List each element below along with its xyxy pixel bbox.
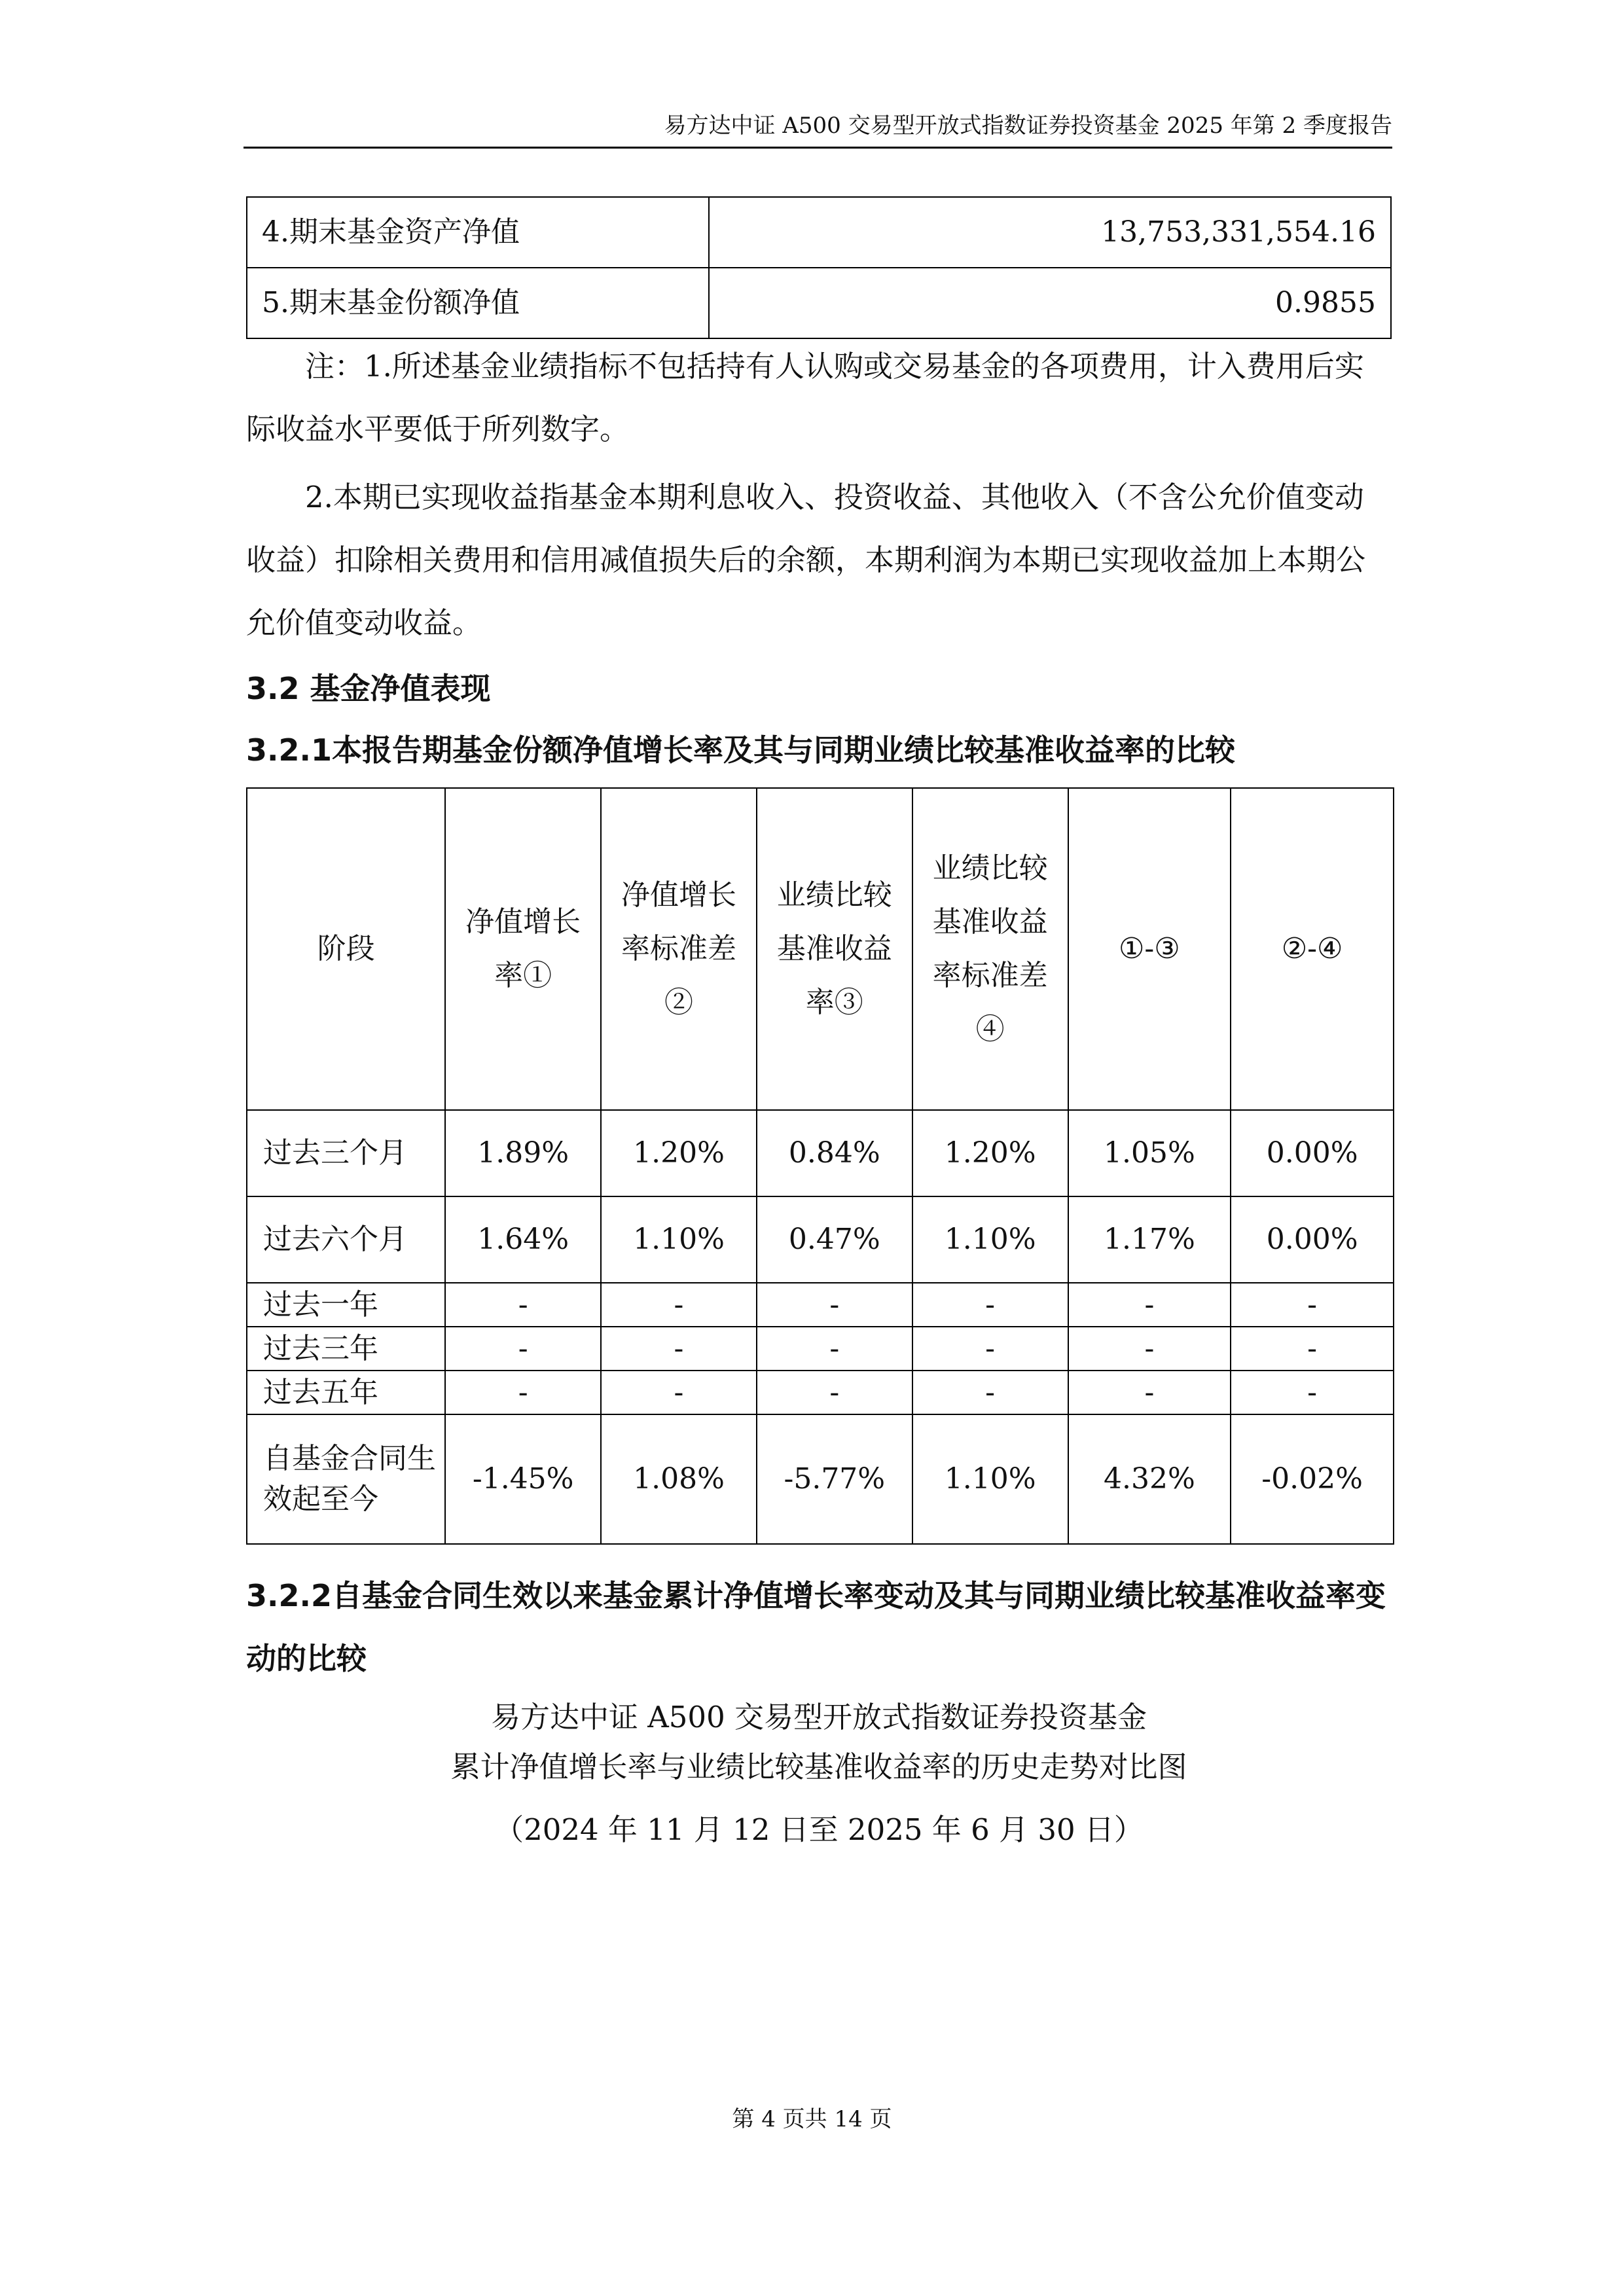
section-3-2-2-heading: 3.2.2自基金合同生效以来基金累计净值增长率变动及其与同期业绩比较基准收益率变动的比较 — [246, 1578, 1386, 1676]
table-row — [247, 1196, 1394, 1283]
header-cell: 业绩比较基准收益率③ — [757, 788, 912, 1110]
period-cell: 过去三个月 — [247, 1110, 445, 1196]
value-cell: 1.20% — [912, 1110, 1068, 1196]
table-row — [247, 1110, 1394, 1196]
report-header: 易方达中证 A500 交易型开放式指数证券投资基金 2025 年第 2 季度报告 — [664, 113, 1392, 139]
value-cell: 1.89% — [445, 1110, 601, 1196]
period-cell: 过去六个月 — [247, 1196, 445, 1283]
table-row — [247, 197, 1391, 268]
chart-caption-line3: （2024 年 11 月 12 日至 2025 年 6 月 30 日） — [494, 1812, 1144, 1847]
performance-table — [246, 787, 1394, 1545]
header-cell: ①-③ — [1068, 788, 1231, 1110]
table-row — [247, 1371, 1394, 1414]
nav-summary-table — [246, 196, 1392, 339]
header-cell: 净值增长率① — [445, 788, 601, 1110]
period-cell: 过去一年 — [247, 1283, 445, 1327]
period-cell: 过去三年 — [247, 1327, 445, 1371]
value-cell: - — [601, 1283, 757, 1327]
value-cell: -5.77% — [757, 1414, 912, 1544]
chart-caption-line2: 累计净值增长率与业绩比较基准收益率的历史走势对比图 — [450, 1749, 1187, 1784]
table-row — [247, 1327, 1394, 1371]
row-value: 0.9855 — [709, 268, 1391, 338]
value-cell: - — [757, 1283, 912, 1327]
value-cell: - — [601, 1327, 757, 1371]
page-number: 第 4 页共 14 页 — [732, 2106, 892, 2132]
header-cell: ②-④ — [1231, 788, 1394, 1110]
period-cell: 自基金合同生效起至今 — [247, 1414, 445, 1544]
value-cell: - — [1231, 1327, 1394, 1371]
value-cell: - — [445, 1327, 601, 1371]
value-cell: 1.08% — [601, 1414, 757, 1544]
value-cell: 0.00% — [1231, 1196, 1394, 1283]
value-cell: 1.17% — [1068, 1196, 1231, 1283]
table-row — [247, 1283, 1394, 1327]
period-cell: 过去五年 — [247, 1371, 445, 1414]
value-cell: 1.20% — [601, 1110, 757, 1196]
value-cell: - — [912, 1371, 1068, 1414]
value-cell: - — [1068, 1283, 1231, 1327]
value-cell: 1.10% — [601, 1196, 757, 1283]
section-3-2-1-heading: 3.2.1本报告期基金份额净值增长率及其与同期业绩比较基准收益率的比较 — [246, 732, 1235, 768]
value-cell: - — [757, 1371, 912, 1414]
note-2: 2.本期已实现收益指基金本期利息收入、投资收益、其他收入（不含公允价值变动收益）扣除相关费用和信用减值损失后的余额，本期利润为本期已实现收益加上本期公允价值变动收益。 — [246, 480, 1366, 640]
row-label: 5.期末基金份额净值 — [247, 268, 709, 338]
value-cell: 4.32% — [1068, 1414, 1231, 1544]
value-cell: - — [912, 1327, 1068, 1371]
value-cell: - — [1231, 1371, 1394, 1414]
value-cell: - — [1231, 1283, 1394, 1327]
value-cell: 1.10% — [912, 1196, 1068, 1283]
chart-caption-line1: 易方达中证 A500 交易型开放式指数证券投资基金 — [491, 1700, 1147, 1734]
header-cell: 阶段 — [247, 788, 445, 1110]
value-cell: 1.10% — [912, 1414, 1068, 1544]
note-1: 注：1.所述基金业绩指标不包括持有人认购或交易基金的各项费用，计入费用后实际收益水平要低于所列数字。 — [246, 349, 1364, 446]
header-rule — [244, 147, 1392, 149]
header-cell: 业绩比较基准收益率标准差④ — [912, 788, 1068, 1110]
value-cell: - — [445, 1283, 601, 1327]
value-cell: - — [601, 1371, 757, 1414]
value-cell: 0.84% — [757, 1110, 912, 1196]
value-cell: -1.45% — [445, 1414, 601, 1544]
value-cell: - — [757, 1327, 912, 1371]
value-cell: -0.02% — [1231, 1414, 1394, 1544]
value-cell: 1.64% — [445, 1196, 601, 1283]
table-header-row — [247, 788, 1394, 1110]
section-3-2-heading: 3.2 基金净值表现 — [246, 671, 491, 706]
value-cell: - — [1068, 1327, 1231, 1371]
value-cell: 0.00% — [1231, 1110, 1394, 1196]
value-cell: - — [1068, 1371, 1231, 1414]
value-cell: - — [912, 1283, 1068, 1327]
row-value: 13,753,331,554.16 — [709, 197, 1391, 268]
value-cell: 1.05% — [1068, 1110, 1231, 1196]
table-row — [247, 1414, 1394, 1544]
value-cell: - — [445, 1371, 601, 1414]
table-row — [247, 268, 1391, 338]
row-label: 4.期末基金资产净值 — [247, 197, 709, 268]
value-cell: 0.47% — [757, 1196, 912, 1283]
header-cell: 净值增长率标准差② — [601, 788, 757, 1110]
